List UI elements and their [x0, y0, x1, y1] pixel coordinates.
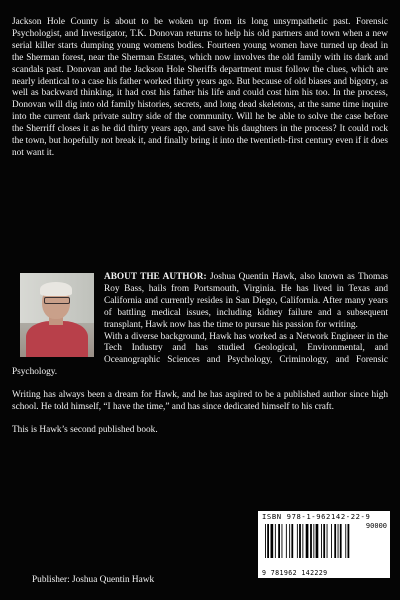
about-author-text: Joshua Quentin Hawk, also known as Thomas Roy Bass, hails from Portsmouth, Virginia. He has lived in Texas and California and currently resides in San Diego, California. After many years of battling medical issues, including kidney failure and a subsequent transplant, Hawk now has the time to pursue his passion for writing. — [104, 272, 388, 330]
isbn-label: ISBN 978-1-962142-22-9 — [262, 512, 371, 521]
isbn-barcode — [258, 511, 390, 578]
barcode-bars — [263, 522, 385, 568]
author-second-book: This is Hawk’s second published book. — [12, 424, 158, 435]
author-background: With a diverse background, Hawk has worked as a Network Engineer in the Tech Industry and has studied Geological, Environmental, and Oceanographic Sciences and Psychology, Criminology, and Forensic Psychology. — [12, 331, 388, 378]
author-section — [12, 272, 388, 448]
author-writing: Writing has always been a dream for Hawk, and he has aspired to be a published author since high school. He told himself, “I have the time,” and has since dedicated himself to his craft. — [12, 390, 388, 413]
price-code: 90000 — [365, 522, 387, 530]
barcode-number: 9 781962 142229 — [262, 569, 328, 577]
about-author-heading: ABOUT THE AUTHOR: — [104, 272, 207, 282]
author-photo — [20, 273, 94, 357]
publisher-line: Publisher: Joshua Quentin Hawk — [32, 575, 155, 585]
book-blurb: Jackson Hole County is about to be woken up from its long unsympathetic past. Forensic Psychologist, and Investigator, T.K. Donovan returns to help his old partners and town when a new serial killer starts dumping young womens bodies. Fourteen young women have turned up dead in the Sherman forest, near the Sherman Estates, which now involves the old family with its dark and scandals past. Donovan and the Jackson Hole Sheriffs department must follow the clues, which are nearly identical to a case his father worked thirty years ago. But because of old biases and bigotry, as well as backward thinking, it had cost his father his life and could cost him his too. In the process, Donovan will dig into old family histories, secrets, and long dead skeletons, at the same time inquire into the current dark private sultry side of the community. Will he be able to solve the case before the Sherriff closes it as he did thirty years ago, and save his daughters in the process? It could rock the town, but hopefully not break it, and finally bring it into the twentieth-first century even if it does not want it. — [12, 17, 388, 158]
